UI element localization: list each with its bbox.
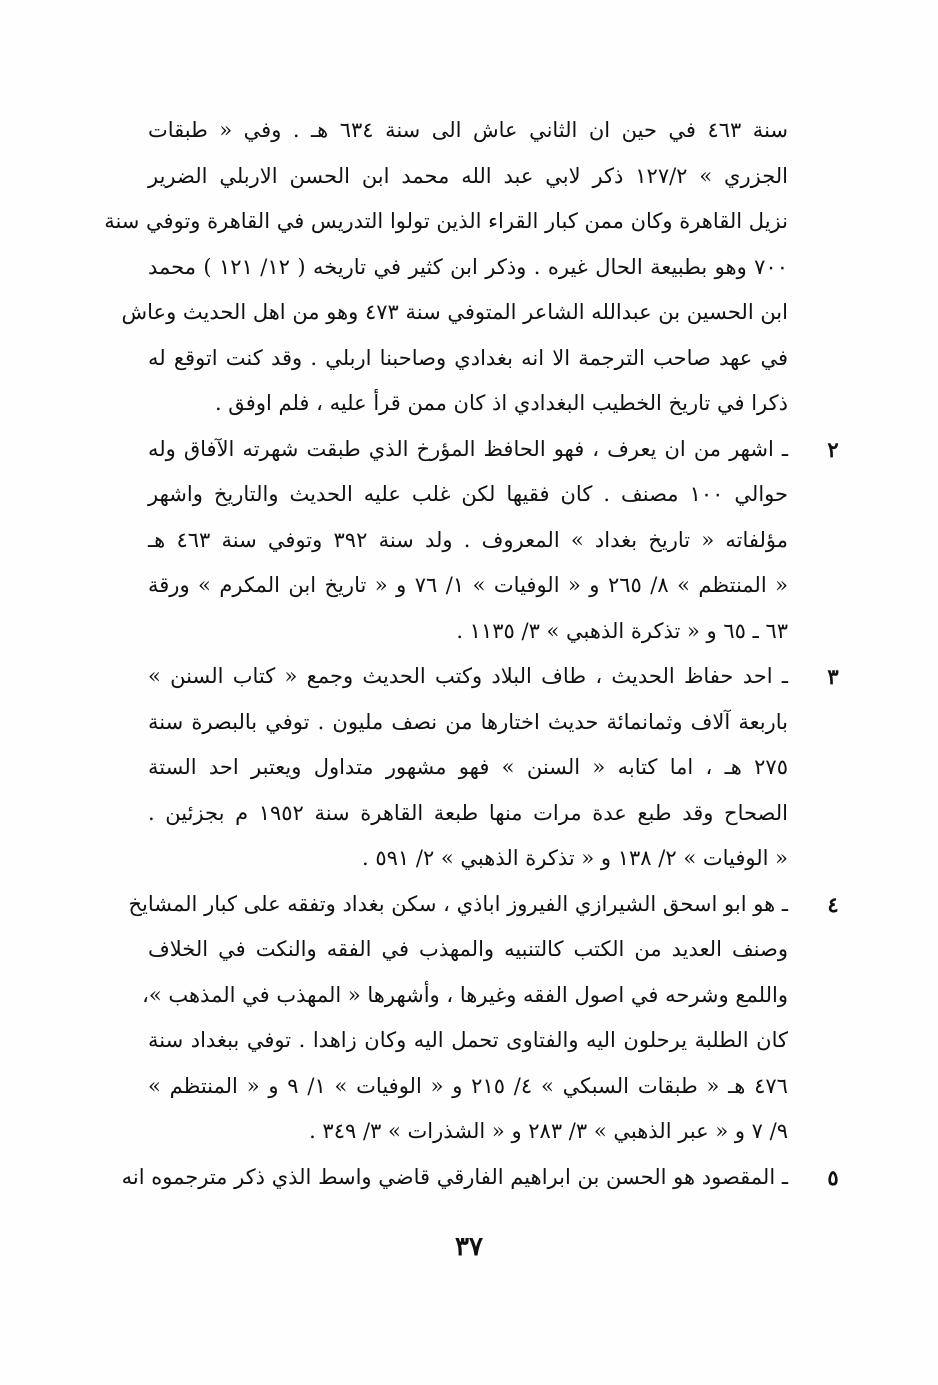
footnote-3	[148, 654, 839, 882]
text-line: ـ المقصود هو الحسن بن ابراهيم الفارقي قاضي واسط الذي ذكر مترجموه انه	[121, 1164, 788, 1189]
text-line: ٢٧٥ هـ ، اما كتابه « السنن » فهو مشهور متداول ويعتبر احد الستة	[148, 755, 788, 779]
text-line: سنة ٤٦٣ في حين ان الثاني عاش الى سنة ٦٣٤ هـ . وفي « طبقات	[148, 118, 788, 142]
text-line: ٦٣ ـ ٦٥ و « تذكرة الذهبي » ٣/ ١١٣٥ .	[456, 618, 788, 643]
text-line: « المنتظم » ٨/ ٢٦٥ و « الوفيات » ١/ ٧٦ و « تاريخ ابن المكرم » ورقة	[148, 573, 788, 597]
intro-paragraph	[104, 108, 789, 427]
footnote-number: ٢	[827, 436, 839, 462]
text-line: وصنف العديد من الكتب كالتنبيه والمهذب في الفقه والنكت في الخلاف	[148, 937, 788, 961]
text-line: واللمع وشرحه في اصول الفقه وغيرها ، وأشهرها « المهذب في المذهب »،	[142, 982, 788, 1007]
text-line: كان الطلبة يرحلون اليه والفتاوى تحمل اليه وكان زاهدا . توفي ببغداد سنة	[148, 1028, 788, 1052]
text-line: ـ اشهر من ان يعرف ، فهو الحافظ المؤرخ الذي طبقت شهرته الآفاق وله	[148, 436, 788, 461]
text-line: ـ هو ابو اسحق الشيرازي الفيروز اباذي ، سكن بغداد وتفقه على كبار المشايخ	[128, 891, 788, 916]
text-line: حوالي ١٠٠ مصنف . كان فقيها لكن غلب عليه الحديث والتاريخ واشهر	[148, 482, 788, 506]
text-line: الصحاح وقد طبع عدة مرات منها طبعة القاهرة سنة ١٩٥٢ م بجزئين .	[148, 800, 789, 825]
footnote-2	[148, 427, 839, 655]
text-line: ٧٠٠ وهو بطبيعة الحال غيره . وذكر ابن كثير في تاريخه ( ١٢/ ١٢١ ) محمد	[148, 254, 788, 279]
text-line: ذكرا في تاريخ الخطيب البغدادي اذ كان ممن قرأ عليه ، فلم اوفق .	[214, 391, 788, 415]
footnote-5	[121, 1155, 839, 1201]
text-line: ٤٧٦ هـ « طبقات السبكي » ٤/ ٢١٥ و « الوفيات » ١/ ٩ و « المنتظم »	[148, 1073, 788, 1098]
footnote-number: ٥	[827, 1164, 839, 1190]
footnote-number: ٣	[827, 664, 839, 689]
text-line: ٩/ ٧ و « عبر الذهبي » ٣/ ٢٨٣ و « الشذرات » ٣/ ٣٤٩ .	[309, 1119, 788, 1143]
footnote-number: ٤	[827, 891, 839, 917]
text-line: مؤلفاته « تاريخ بغداد » المعروف . ولد سنة ٣٩٢ وتوفي سنة ٤٦٣ هـ	[148, 527, 789, 552]
text-line: في عهد صاحب الترجمة الا انه بغدادي وصاحبنا اربلي . وقد كنت اتوقع له	[148, 345, 788, 370]
text-line: ـ احد حفاظ الحديث ، طاف البلاد وكتب الحديث وجمع « كتاب السنن »	[148, 664, 788, 688]
text-line: الجزري » ١٢٧/٢ ذكر لابي عبد الله محمد ابن الحسن الاربلي الضرير	[148, 163, 789, 188]
text-line: ابن الحسين بن عبدالله الشاعر المتوفي سنة ٤٧٣ وهو من اهل الحديث وعاش	[121, 300, 788, 324]
text-line: نزيل القاهرة وكان ممن كبار القراء الذين تولوا التدريس في القاهرة وتوفي سنة	[104, 209, 788, 233]
footnotes-text	[104, 108, 839, 1200]
text-line: باربعة آلاف وثمانمائة حديث اختارها من نصف مليون . توفي بالبصرة سنة	[148, 709, 788, 734]
footnote-4	[128, 882, 839, 1155]
text-line: « الوفيات » ٢/ ١٣٨ و « تذكرة الذهبي » ٢/ ٥٩١ .	[361, 846, 788, 870]
page-number: ٣٧	[455, 1232, 483, 1262]
